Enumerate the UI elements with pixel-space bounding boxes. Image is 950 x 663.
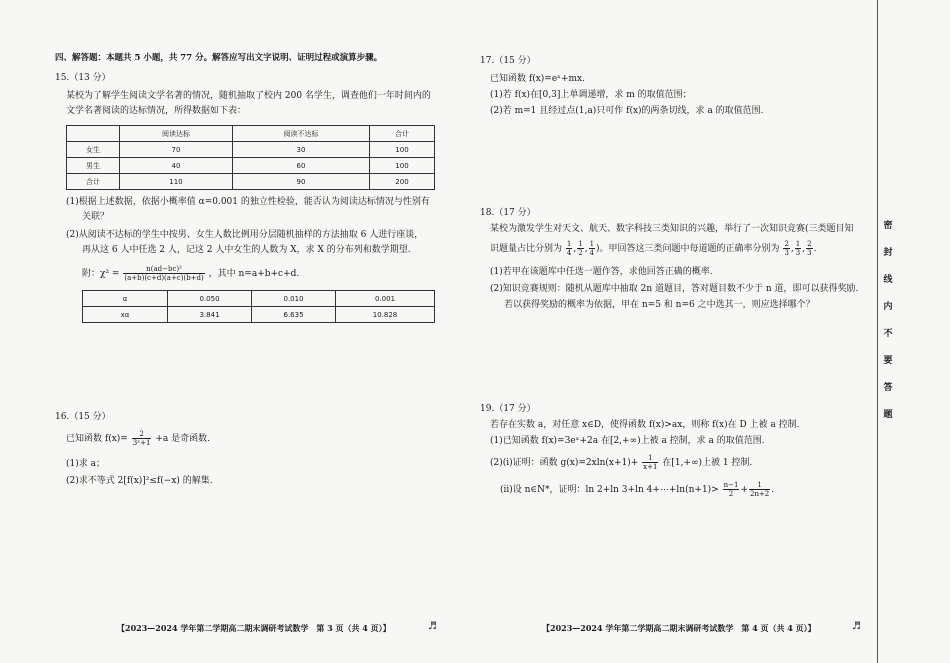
q17-title: 17.（15 分） xyxy=(480,56,536,66)
table-header-cell: 阅读不达标 xyxy=(232,126,369,142)
end-period: . xyxy=(771,485,775,495)
formula-suffix: ，其中 n=a+b+c+d. xyxy=(208,269,300,279)
table-cell: 70 xyxy=(120,142,233,158)
table-header-row xyxy=(67,126,435,142)
formula-fraction xyxy=(123,265,204,282)
fraction-numerator: 2 xyxy=(784,240,789,248)
q17-part1: (1)若 f(x)在[0,3]上单调递增，求 m 的取值范围； xyxy=(490,90,692,100)
table-header-cell xyxy=(67,126,120,142)
fraction-denominator: 2 xyxy=(578,249,583,257)
fraction-numerator: 1 xyxy=(795,240,801,248)
fraction-numerator: 1 xyxy=(642,454,658,463)
seal-char: 密 xyxy=(883,221,893,231)
right-footer: 【2023—2024 学年第二学期高二期末调研考试数学 第 4 页（共 4 页）】 xyxy=(542,623,816,633)
q16-stem xyxy=(66,430,210,448)
table-cell: 60 xyxy=(232,158,369,174)
q15-part2-line1: (2)从阅读不达标的学生中按男、女生人数比例用分层随机抽样的方法抽取 6 人进行座谈， xyxy=(66,230,424,240)
ratio-fraction xyxy=(566,240,572,257)
q18-part2-line1: (2)知识竞赛规则：随机从题库中抽取 2n 道题目，答对题目数不少于 n 道，即可以获得奖励. xyxy=(490,284,859,294)
q18-part1: (1)若甲在该题库中任选一题作答，求他回答正确的概率. xyxy=(490,267,713,277)
table-cell: 200 xyxy=(369,174,434,190)
table-cell: 40 xyxy=(120,158,233,174)
q16-fraction xyxy=(132,430,152,447)
table-cell: 0.001 xyxy=(336,291,435,307)
formula-denominator: (a+b)(c+d)(a+c)(b+d) xyxy=(124,274,204,282)
table-header-cell: 阅读达标 xyxy=(120,126,233,142)
section-header: 四、解答题：本题共 5 小题，共 77 分。解答应写出文字说明、证明过程或演算步骤。 xyxy=(55,53,383,63)
q19-title: 19.（17 分） xyxy=(480,404,536,414)
q19-part2i-suffix: 在[1,+∞)上被 1 控制. xyxy=(662,458,753,468)
q15-title: 15.（13 分） xyxy=(55,73,111,83)
q19-part2i xyxy=(490,453,752,473)
seal-char: 不 xyxy=(883,329,893,339)
q15-intro-line1: 某校为了解学生阅读文学名著的情况，随机抽取了校内 200 名学生，调查他们一年时间内的 xyxy=(66,91,431,101)
fraction-numerator: n−1 xyxy=(723,481,739,489)
table-cell: 合计 xyxy=(67,174,120,190)
left-page xyxy=(0,0,470,663)
q19-part2ii xyxy=(500,480,774,500)
seal-char: 封 xyxy=(883,248,893,258)
music-note-icon: ♬ xyxy=(852,621,861,632)
q16-stem-prefix: 已知函数 f(x)= xyxy=(66,434,128,444)
rate-fraction xyxy=(795,240,801,257)
fraction-denominator: 3 xyxy=(807,249,812,257)
fraction-numerator: 1 xyxy=(578,240,583,248)
table-cell: 100 xyxy=(369,142,434,158)
formula-numerator: n(ad−bc)² xyxy=(123,265,204,274)
q19-fraction xyxy=(749,481,770,498)
q15-part2-line2: 再从这 6 人中任选 2 人，记这 2 人中女生的人数为 X，求 X 的分布列和数学期望. xyxy=(82,245,411,255)
fraction-denominator: 3 xyxy=(784,249,789,257)
q17-part2: (2)若 m=1 且经过点(1,a)只可作 f(x)的两条切线，求 a 的取值范围. xyxy=(490,106,764,116)
table-cell: α xyxy=(83,291,168,307)
q19-stem: 若存在实数 a，对任意 x∈D，使得函数 f(x)>ax，则称 f(x)在 D 上被 a 控制. xyxy=(490,420,800,430)
table-cell: xα xyxy=(83,307,168,323)
chi-square-formula xyxy=(82,264,299,284)
table-header-cell: 合计 xyxy=(369,126,434,142)
rate-fraction xyxy=(806,240,812,257)
q16-stem-suffix: +a 是奇函数. xyxy=(155,434,210,444)
q15-part1-line1: (1)根据上述数据，依据小概率值 α=0.001 的独立性检验，能否认为阅读达标情况与性别有 xyxy=(66,197,430,207)
q18-title: 18.（17 分） xyxy=(480,208,536,218)
q18-line2: 识题量占比分别为 $\frac{1}{4}$ , $\frac{1}{2}$ , $\frac{1}{4}$ )。甲回答这三类问题中每道题的正确率分别为 $\frac{2}{3}$ , $\frac{1}{3}$ , $\frac{2}{3}$ . xyxy=(490,240,817,257)
q18-line2-mid: )。甲回答这三类问题中每道题的正确率分别为 xyxy=(596,244,780,254)
q18-line1: 某校为激发学生对天文、航天、数字科技三类知识的兴趣，举行了一次知识竞赛(三类题目知 xyxy=(490,224,854,234)
table-row xyxy=(83,307,435,323)
table-row xyxy=(67,142,435,158)
q16-title: 16.（15 分） xyxy=(55,412,111,422)
q17-stem: 已知函数 f(x)=eˣ+mx. xyxy=(490,74,585,84)
fraction-denominator: 2 xyxy=(728,490,734,498)
rate-fraction xyxy=(783,240,789,257)
seal-char: 要 xyxy=(883,356,893,366)
table-row xyxy=(67,174,435,190)
music-note-icon: ♬ xyxy=(428,621,437,632)
table-cell: 30 xyxy=(232,142,369,158)
fraction-numerator: 1 xyxy=(566,240,572,248)
table-cell: 10.828 xyxy=(336,307,435,323)
q16-denominator: 3ˣ+1 xyxy=(132,439,151,447)
q15-intro-line2: 文学名著阅读的达标情况，所得数据如下表： xyxy=(66,106,247,116)
q15-part1-line2: 关联？ xyxy=(82,212,110,222)
table-cell: 3.841 xyxy=(168,307,252,323)
fraction-numerator: 1 xyxy=(749,481,770,490)
fraction-denominator: 3 xyxy=(795,249,801,257)
fraction-denominator: 4 xyxy=(566,249,572,257)
plus-sign: + xyxy=(740,485,748,495)
seal-text xyxy=(880,218,896,434)
q16-numerator: 2 xyxy=(132,430,152,439)
table-cell: 男生 xyxy=(67,158,120,174)
table-cell: 90 xyxy=(232,174,369,190)
q18-line2-prefix: 识题量占比分别为 xyxy=(490,244,563,254)
q16-part2: (2)求不等式 2[f(x)]²≤f(−x) 的解集. xyxy=(66,476,213,486)
right-page xyxy=(470,0,870,663)
seal-line xyxy=(877,0,878,663)
seal-char: 线 xyxy=(883,275,893,285)
table-cell: 女生 xyxy=(67,142,120,158)
table-cell: 0.010 xyxy=(252,291,336,307)
table-cell: 6.635 xyxy=(252,307,336,323)
table-row xyxy=(67,158,435,174)
q18-part2-line2: 若以获得奖励的概率为依据，甲在 n=5 和 n=6 之中选其一，则应选择哪个？ xyxy=(504,300,815,310)
left-footer: 【2023—2024 学年第二学期高二期末调研考试数学 第 3 页（共 4 页）】 xyxy=(117,623,391,633)
table-cell: 100 xyxy=(369,158,434,174)
critical-value-table xyxy=(82,290,435,323)
table-cell: 0.050 xyxy=(168,291,252,307)
ratio-fraction xyxy=(577,240,583,257)
q19-part2i-prefix: (2)(ⅰ)证明：函数 g(x)=2xln(x+1)+ xyxy=(490,458,639,468)
formula-prefix: 附：χ² = xyxy=(82,269,120,279)
q19-part1: (1)已知函数 f(x)=3eˣ+2a 在[2,+∞)上被 a 控制，求 a 的取值范围. xyxy=(490,436,765,446)
fraction-denominator: x+1 xyxy=(643,463,658,471)
seal-char: 题 xyxy=(883,410,893,420)
q19-fraction xyxy=(723,481,740,498)
q15-data-table xyxy=(66,125,435,190)
q19-part2ii-prefix: (ⅱ)设 n∈N*，证明：ln 2+ln 3+ln 4+⋯+ln(n+1)> xyxy=(500,485,719,495)
table-cell: 110 xyxy=(120,174,233,190)
fraction-numerator: 2 xyxy=(807,240,812,248)
fraction-numerator: 1 xyxy=(589,240,595,248)
fraction-denominator: 4 xyxy=(589,249,595,257)
seal-char: 答 xyxy=(883,383,893,393)
seal-char: 内 xyxy=(883,302,893,312)
q19-fraction xyxy=(642,454,658,471)
table-row xyxy=(83,291,435,307)
ratio-fraction xyxy=(589,240,595,257)
q16-part1: (1)求 a； xyxy=(66,459,105,469)
fraction-denominator: 2n+2 xyxy=(749,490,770,498)
